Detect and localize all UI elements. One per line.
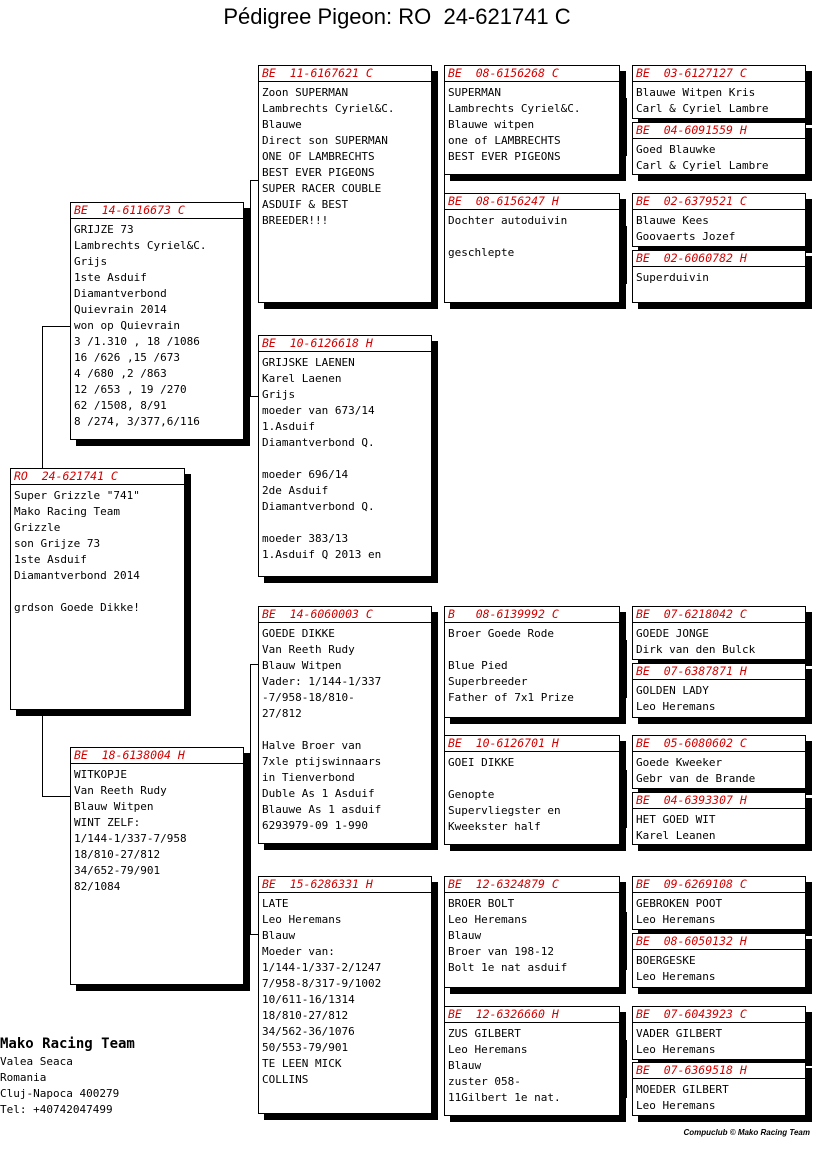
pigeon-detail-line: 27/812 xyxy=(262,707,302,720)
pigeon-card-gen4-2 xyxy=(632,122,806,175)
ring-number: BE 15-6286331 H xyxy=(259,877,431,893)
pigeon-card-gen4-4 xyxy=(632,250,806,303)
connector-line xyxy=(250,664,251,934)
pigeon-detail-line: Carl & Cyriel Lambre xyxy=(636,159,769,172)
ring-number: BE 14-6060003 C xyxy=(259,607,431,623)
pigeon-card-subject xyxy=(10,468,185,710)
pigeon-detail-line: Zoon SUPERMAN xyxy=(262,86,349,99)
pigeon-details xyxy=(445,752,619,835)
pigeon-detail-line: 4 /680 ,2 /863 xyxy=(74,367,167,380)
ring-number: BE 08-6156247 H xyxy=(445,194,619,210)
pigeon-detail-line: Blauw xyxy=(448,1059,482,1072)
pigeon-detail-line: one of LAMBRECHTS xyxy=(448,134,561,147)
connector-line xyxy=(42,326,43,468)
pigeon-detail-line: 1/144-1/337-2/1247 xyxy=(262,961,382,974)
pigeon-detail-line: GOLDEN LADY xyxy=(636,684,709,697)
pigeon-detail-line: 62 /1508, 8/91 xyxy=(74,399,167,412)
pigeon-card-gen4-1 xyxy=(632,65,806,119)
pigeon-detail-line: 34/652-79/901 xyxy=(74,864,161,877)
ring-number: BE 02-6060782 H xyxy=(633,251,805,267)
pigeon-detail-line: 7/958-8/317-9/1002 xyxy=(262,977,382,990)
ring-number: BE 09-6269108 C xyxy=(633,877,805,893)
pigeon-detail-line xyxy=(262,451,427,467)
connector-line xyxy=(626,98,627,156)
pigeon-detail-line: Karel Laenen xyxy=(262,372,342,385)
pigeon-card-gen4-11 xyxy=(632,1006,806,1060)
ring-number: BE 10-6126618 H xyxy=(259,336,431,352)
ring-number: BE 07-6387871 H xyxy=(633,664,805,680)
pigeon-card-gen4-10 xyxy=(632,933,806,988)
pigeon-detail-line xyxy=(448,771,615,787)
pigeon-details xyxy=(633,1079,805,1114)
pigeon-detail-line xyxy=(14,584,180,600)
owner-address-line: Valea Seaca xyxy=(0,1055,73,1068)
pigeon-details xyxy=(445,210,619,261)
pigeon-detail-line: Broer Goede Rode xyxy=(448,627,554,640)
pigeon-detail-line: 18/810-27/812 xyxy=(262,1009,349,1022)
owner-block xyxy=(0,1034,135,1118)
pigeon-details xyxy=(633,950,805,985)
pigeon-detail-line: Moeder van: xyxy=(262,945,335,958)
pigeon-detail-line: Diamantverbond xyxy=(74,287,167,300)
pigeon-details xyxy=(633,809,805,844)
pigeon-detail-line: grdson Goede Dikke! xyxy=(14,601,140,614)
pigeon-details xyxy=(633,210,805,245)
pigeon-detail-line: Leo Heremans xyxy=(448,913,528,926)
owner-address-line: Cluj-Napoca 400279 xyxy=(0,1087,120,1100)
pigeon-detail-line: Goovaerts Jozef xyxy=(636,230,736,243)
pigeon-detail-line: Supervliegster en xyxy=(448,804,561,817)
pigeon-detail-line: won op Quievrain xyxy=(74,319,180,332)
pigeon-card-dam-dam xyxy=(258,876,432,1114)
ring-number: RO 24-621741 C xyxy=(11,469,184,485)
pigeon-details xyxy=(633,623,805,658)
pigeon-details xyxy=(445,623,619,706)
pigeon-detail-line: Blauwe Witpen Kris xyxy=(636,86,756,99)
pigeon-detail-line: ONE OF LAMBRECHTS xyxy=(262,150,375,163)
ring-number: BE 07-6043923 C xyxy=(633,1007,805,1023)
pigeon-card-sire-dam xyxy=(258,335,432,577)
pigeon-detail-line: Leo Heremans xyxy=(636,1043,716,1056)
pigeon-detail-line: Quievrain 2014 xyxy=(74,303,167,316)
pigeon-detail-line: 2de Asduif xyxy=(262,484,329,497)
pigeon-card-gen4-8 xyxy=(632,792,806,845)
pigeon-detail-line: 3 /1.310 , 18 /1086 xyxy=(74,335,200,348)
pigeon-detail-line: Bolt 1e nat asduif xyxy=(448,961,568,974)
pigeon-detail-line: Van Reeth Rudy xyxy=(74,784,167,797)
pigeon-card-sire xyxy=(70,202,244,440)
pigeon-detail-line: Father of 7x1 Prize xyxy=(448,691,574,704)
pigeon-detail-line: Halve Broer van xyxy=(262,739,362,752)
pigeon-detail-line: Duble As 1 Asduif xyxy=(262,787,375,800)
pigeon-detail-line: 82/1084 xyxy=(74,880,121,893)
pigeon-detail-line: Leo Heremans xyxy=(636,913,716,926)
pigeon-detail-line: Lambrechts Cyriel&C. xyxy=(74,239,207,252)
pigeon-detail-line: 7xle ptijswinnaars xyxy=(262,755,382,768)
pigeon-card-dam xyxy=(70,747,244,985)
pigeon-detail-line: 11Gilbert 1e nat. xyxy=(448,1091,561,1104)
pigeon-details xyxy=(71,219,243,430)
pigeon-details xyxy=(11,485,184,616)
pigeon-details xyxy=(633,82,805,117)
ring-number: BE 08-6156268 C xyxy=(445,66,619,82)
pigeon-detail-line: GOEI DIKKE xyxy=(448,756,515,769)
pigeon-detail-line: Grijs xyxy=(74,255,108,268)
connector-line xyxy=(42,796,70,797)
pigeon-detail-line: 12 /653 , 19 /270 xyxy=(74,383,187,396)
owner-phone: Tel: +40742047499 xyxy=(0,1103,113,1116)
pigeon-detail-line: Leo Heremans xyxy=(448,1043,528,1056)
pigeon-detail-line: 1/144-1/337-7/958 xyxy=(74,832,187,845)
pigeon-card-sire-sire-sire xyxy=(444,65,620,175)
pigeon-card-gen4-5 xyxy=(632,606,806,660)
pigeon-detail-line: 1ste Asduif xyxy=(74,271,147,284)
pigeon-detail-line: HET GOED WIT xyxy=(636,813,716,826)
ring-number: BE 12-6326660 H xyxy=(445,1007,619,1023)
pigeon-card-gen4-9 xyxy=(632,876,806,930)
pigeon-card-gen4-7 xyxy=(632,735,806,789)
pigeon-detail-line: LATE xyxy=(262,897,289,910)
pigeon-detail-line: Diamantverbond Q. xyxy=(262,436,375,449)
connector-line xyxy=(626,640,627,698)
pigeon-detail-line: Leo Heremans xyxy=(636,970,716,983)
pigeon-detail-line: 1.Asduif Q 2013 en xyxy=(262,548,382,561)
page-title: Pédigree Pigeon: RO 24-621741 C xyxy=(223,4,571,29)
connector-line xyxy=(626,912,627,970)
ring-number: BE 04-6091559 H xyxy=(633,123,805,139)
connector-line xyxy=(250,934,258,935)
pigeon-detail-line: Leo Heremans xyxy=(636,1099,716,1112)
pigeon-details xyxy=(633,893,805,928)
ring-number: BE 02-6379521 C xyxy=(633,194,805,210)
pigeon-detail-line: geschlepte xyxy=(448,246,515,259)
pigeon-detail-line: ZUS GILBERT xyxy=(448,1027,521,1040)
ring-number: BE 05-6080602 C xyxy=(633,736,805,752)
pigeon-details xyxy=(259,352,431,563)
pigeon-detail-line: Lambrechts Cyriel&C. xyxy=(262,102,395,115)
pigeon-detail-line: TE LEEN MICK xyxy=(262,1057,342,1070)
ring-number: BE 10-6126701 H xyxy=(445,736,619,752)
pigeon-detail-line: GRIJZE 73 xyxy=(74,223,134,236)
pigeon-detail-line: 1.Asduif xyxy=(262,420,315,433)
pigeon-detail-line: 16 /626 ,15 /673 xyxy=(74,351,180,364)
pigeon-detail-line: MOEDER GILBERT xyxy=(636,1083,729,1096)
ring-number: BE 12-6324879 C xyxy=(445,877,619,893)
pigeon-detail-line: Van Reeth Rudy xyxy=(262,643,355,656)
pigeon-detail-line: 10/611-16/1314 xyxy=(262,993,355,1006)
connector-line xyxy=(626,1040,627,1098)
pigeon-detail-line: Genopte xyxy=(448,788,495,801)
pigeon-detail-line: Superbreeder xyxy=(448,675,528,688)
pigeon-detail-line: Carl & Cyriel Lambre xyxy=(636,102,769,115)
pigeon-details xyxy=(445,1023,619,1106)
pigeon-detail-line: Blauw Witpen xyxy=(74,800,154,813)
pigeon-detail-line: SUPER RACER COUBLE xyxy=(262,182,382,195)
pigeon-card-gen4-12 xyxy=(632,1062,806,1116)
pigeon-detail-line: Dochter autoduivin xyxy=(448,214,568,227)
pigeon-detail-line: ASDUIF & BEST xyxy=(262,198,349,211)
pigeon-detail-line: Goede Kweeker xyxy=(636,756,723,769)
pigeon-detail-line: Leo Heremans xyxy=(636,700,716,713)
connector-line xyxy=(42,710,43,796)
pigeon-details xyxy=(71,764,243,895)
connector-line xyxy=(42,326,70,327)
pigeon-detail-line: -7/958-18/810- xyxy=(262,691,355,704)
connector-line xyxy=(250,664,258,665)
ring-number: BE 11-6167621 C xyxy=(259,66,431,82)
pigeon-details xyxy=(633,267,805,286)
owner-name: Mako Racing Team xyxy=(0,1036,135,1052)
pigeon-detail-line: Super Grizzle "741" xyxy=(14,489,140,502)
ring-number: BE 14-6116673 C xyxy=(71,203,243,219)
footer-credit: Compuclub © Mako Racing Team xyxy=(683,1128,810,1137)
pigeon-detail-line: Gebr van de Brande xyxy=(636,772,756,785)
pigeon-detail-line: 50/553-79/901 xyxy=(262,1041,349,1054)
pigeon-detail-line: Broer van 198-12 xyxy=(448,945,554,958)
pigeon-detail-line: BEST EVER PIGEONS xyxy=(448,150,561,163)
pigeon-details xyxy=(445,893,619,976)
connector-line xyxy=(250,396,258,397)
connector-line xyxy=(250,180,258,181)
pigeon-detail-line: BOERGESKE xyxy=(636,954,696,967)
pigeon-detail-line: WINT ZELF: xyxy=(74,816,141,829)
pigeon-card-sire-sire xyxy=(258,65,432,303)
pigeon-detail-line: Goed Blauwke xyxy=(636,143,716,156)
ring-number: BE 07-6218042 C xyxy=(633,607,805,623)
pigeon-detail-line: Vader: 1/144-1/337 xyxy=(262,675,382,688)
pigeon-details xyxy=(633,1023,805,1058)
pigeon-detail-line: Grijs xyxy=(262,388,296,401)
pigeon-detail-line: GOEDE DIKKE xyxy=(262,627,335,640)
pigeon-detail-line: in Tienverbond xyxy=(262,771,355,784)
pigeon-card-dam-dam-sire xyxy=(444,876,620,988)
connector-line xyxy=(626,770,627,828)
pigeon-detail-line: Diamantverbond 2014 xyxy=(14,569,140,582)
connector-line xyxy=(626,226,627,284)
connector-line xyxy=(250,180,251,396)
pigeon-card-dam-dam-dam xyxy=(444,1006,620,1116)
ring-number: BE 04-6393307 H xyxy=(633,793,805,809)
pigeon-detail-line: GRIJSKE LAENEN xyxy=(262,356,355,369)
owner-address-line: Romania xyxy=(0,1071,47,1084)
pigeon-detail-line: Blauw xyxy=(262,929,296,942)
pigeon-detail-line: WITKOPJE xyxy=(74,768,127,781)
pigeon-detail-line: VADER GILBERT xyxy=(636,1027,723,1040)
pigeon-card-dam-sire xyxy=(258,606,432,844)
pigeon-detail-line: BREEDER!!! xyxy=(262,214,329,227)
pigeon-detail-line: Blauwe Kees xyxy=(636,214,709,227)
pigeon-detail-line: Lambrechts Cyriel&C. xyxy=(448,102,581,115)
pigeon-card-sire-sire-dam xyxy=(444,193,620,303)
pigeon-detail-line: BEST EVER PIGEONS xyxy=(262,166,375,179)
pigeon-detail-line: 1ste Asduif xyxy=(14,553,87,566)
pigeon-detail-line: 6293979-09 1-990 xyxy=(262,819,368,832)
pigeon-detail-line: BROER BOLT xyxy=(448,897,515,910)
pigeon-detail-line: Direct son SUPERMAN xyxy=(262,134,388,147)
ring-number: B 08-6139992 C xyxy=(445,607,619,623)
pigeon-detail-line: Superduivin xyxy=(636,271,709,284)
pigeon-details xyxy=(259,623,431,834)
pigeon-detail-line: GEBROKEN POOT xyxy=(636,897,723,910)
pigeon-detail-line: Blauw Witpen xyxy=(262,659,342,672)
pigeon-detail-line: Grizzle xyxy=(14,521,61,534)
pigeon-detail-line: 8 /274, 3/377,6/116 xyxy=(74,415,200,428)
pigeon-detail-line: moeder 383/13 xyxy=(262,532,349,545)
pigeon-detail-line: COLLINS xyxy=(262,1073,309,1086)
ring-number: BE 08-6050132 H xyxy=(633,934,805,950)
pigeon-detail-line xyxy=(448,642,615,658)
pigeon-detail-line: moeder 696/14 xyxy=(262,468,349,481)
pigeon-detail-line: Blauwe xyxy=(262,118,302,131)
ring-number: BE 07-6369518 H xyxy=(633,1063,805,1079)
pigeon-details xyxy=(259,893,431,1088)
pigeon-details xyxy=(633,139,805,174)
pigeon-detail-line xyxy=(262,515,427,531)
pigeon-details xyxy=(633,752,805,787)
pigeon-detail-line: Kweekster half xyxy=(448,820,541,833)
pigeon-detail-line: Blauwe As 1 asduif xyxy=(262,803,382,816)
pigeon-detail-line: son Grijze 73 xyxy=(14,537,101,550)
pigeon-detail-line: Karel Leanen xyxy=(636,829,716,842)
pigeon-detail-line: Blauw xyxy=(448,929,482,942)
pigeon-detail-line: GOEDE JONGE xyxy=(636,627,709,640)
pigeon-details xyxy=(259,82,431,229)
pigeon-detail-line: Blue Pied xyxy=(448,659,508,672)
pigeon-details xyxy=(445,82,619,165)
pigeon-detail-line xyxy=(448,229,615,245)
pigeon-detail-line: 34/562-36/1076 xyxy=(262,1025,355,1038)
ring-number: BE 18-6138004 H xyxy=(71,748,243,764)
pigeon-card-dam-sire-sire xyxy=(444,606,620,718)
pigeon-detail-line: Diamantverbond Q. xyxy=(262,500,375,513)
pigeon-detail-line xyxy=(262,722,427,738)
pigeon-detail-line: 18/810-27/812 xyxy=(74,848,161,861)
pigeon-detail-line: SUPERMAN xyxy=(448,86,501,99)
pigeon-detail-line: moeder van 673/14 xyxy=(262,404,375,417)
pigeon-detail-line: Leo Heremans xyxy=(262,913,342,926)
pigeon-card-gen4-6 xyxy=(632,663,806,718)
pigeon-card-gen4-3 xyxy=(632,193,806,247)
pigeon-detail-line: Blauwe witpen xyxy=(448,118,535,131)
pigeon-card-dam-sire-dam xyxy=(444,735,620,845)
pigeon-detail-line: Mako Racing Team xyxy=(14,505,120,518)
pigeon-detail-line: zuster 058- xyxy=(448,1075,521,1088)
ring-number: BE 03-6127127 C xyxy=(633,66,805,82)
pigeon-detail-line: Dirk van den Bulck xyxy=(636,643,756,656)
pigeon-details xyxy=(633,680,805,715)
